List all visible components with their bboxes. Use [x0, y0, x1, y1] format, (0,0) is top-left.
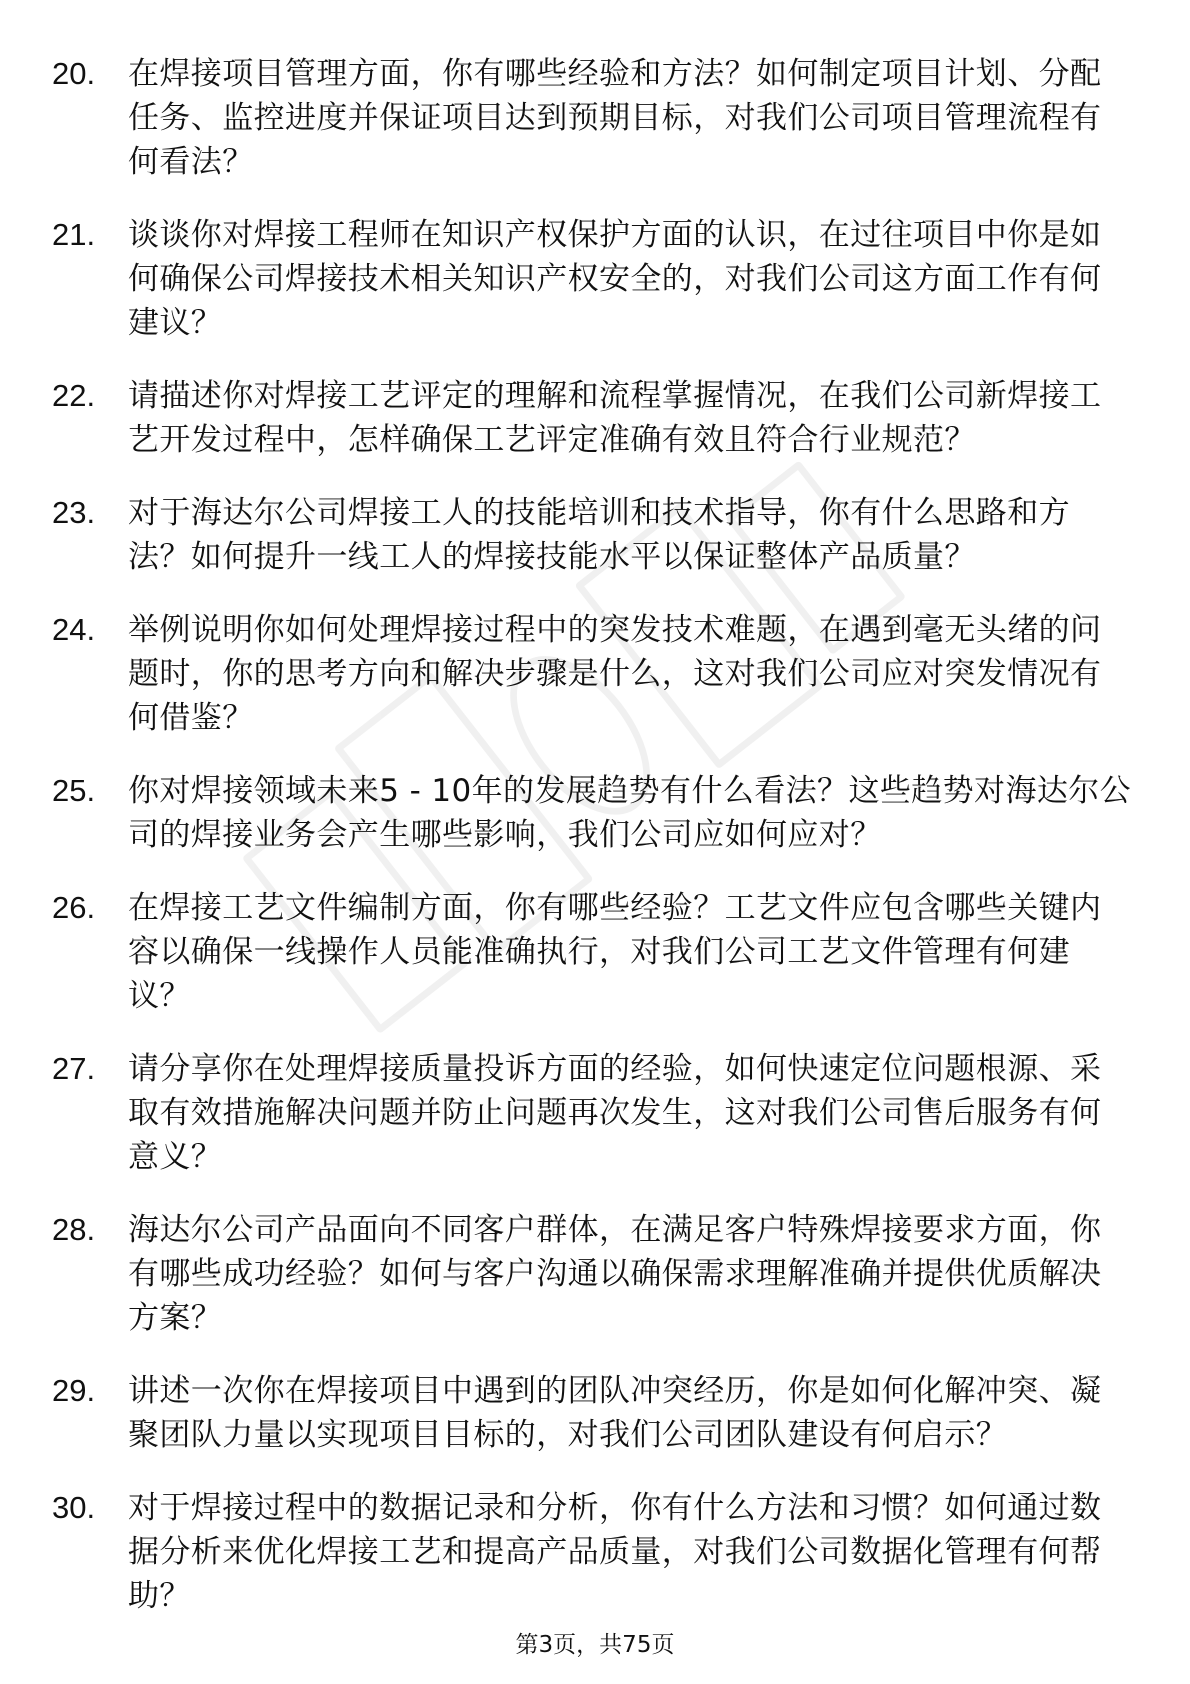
- question-text: 谈谈你对焊接工程师在知识产权保护方面的认识，在过往项目中你是如何确保公司焊接技术相关知识产权安全的，对我们公司这方面工作有何建议？: [128, 217, 1102, 341]
- question-item: [52, 1369, 1132, 1457]
- question-text: 对于焊接过程中的数据记录和分析，你有什么方法和习惯？如何通过数据分析来优化焊接工艺和提高产品质量，对我们公司数据化管理有何帮助？: [128, 1490, 1102, 1614]
- question-item: [52, 1047, 1132, 1179]
- question-item: [52, 374, 1132, 462]
- question-item: [52, 1486, 1132, 1618]
- question-item: [52, 886, 1132, 1018]
- question-text: 在焊接工艺文件编制方面，你有哪些经验？工艺文件应包含哪些关键内容以确保一线操作人员能准确执行，对我们公司工艺文件管理有何建议？: [128, 890, 1102, 1014]
- question-number: 30.: [52, 1490, 96, 1525]
- question-list: [52, 52, 1132, 1647]
- question-number: 24.: [52, 612, 96, 647]
- question-text: 海达尔公司产品面向不同客户群体，在满足客户特殊焊接要求方面，你有哪些成功经验？如何与客户沟通以确保需求理解准确并提供优质解决方案？: [128, 1212, 1102, 1336]
- question-number: 27.: [52, 1051, 96, 1086]
- question-text: 你对焊接领域未来5 - 10年的发展趋势有什么看法？这些趋势对海达尔公司的焊接业务会产生哪些影响，我们公司应如何应对？: [128, 773, 1132, 853]
- question-number: 29.: [52, 1373, 96, 1408]
- question-item: [52, 1208, 1132, 1340]
- question-text: 请分享你在处理焊接质量投诉方面的经验，如何快速定位问题根源、采取有效措施解决问题并防止问题再次发生，这对我们公司售后服务有何意义？: [128, 1051, 1102, 1175]
- question-item: [52, 769, 1132, 857]
- question-number: 25.: [52, 773, 96, 808]
- question-item: [52, 608, 1132, 740]
- question-item: [52, 491, 1132, 579]
- question-text: 对于海达尔公司焊接工人的技能培训和技术指导，你有什么思路和方法？如何提升一线工人的焊接技能水平以保证整体产品质量？: [128, 495, 1070, 575]
- question-text: 请描述你对焊接工艺评定的理解和流程掌握情况，在我们公司新焊接工艺开发过程中，怎样确保工艺评定准确有效且符合行业规范？: [128, 378, 1102, 458]
- page-footer: 第3页，共75页: [515, 1632, 675, 1658]
- question-item: [52, 213, 1132, 345]
- question-number: 21.: [52, 217, 96, 252]
- question-number: 23.: [52, 495, 96, 530]
- question-text: 举例说明你如何处理焊接过程中的突发技术难题，在遇到毫无头绪的问题时，你的思考方向和解决步骤是什么，这对我们公司应对突发情况有何借鉴？: [128, 612, 1102, 736]
- question-number: 28.: [52, 1212, 96, 1247]
- question-number: 20.: [52, 56, 96, 91]
- question-number: 26.: [52, 890, 96, 925]
- question-number: 22.: [52, 378, 96, 413]
- question-text: 在焊接项目管理方面，你有哪些经验和方法？如何制定项目计划、分配任务、监控进度并保证项目达到预期目标，对我们公司项目管理流程有何看法？: [128, 56, 1102, 180]
- question-item: [52, 52, 1132, 184]
- question-text: 讲述一次你在焊接项目中遇到的团队冲突经历，你是如何化解冲突、凝聚团队力量以实现项目目标的，对我们公司团队建设有何启示？: [128, 1373, 1102, 1453]
